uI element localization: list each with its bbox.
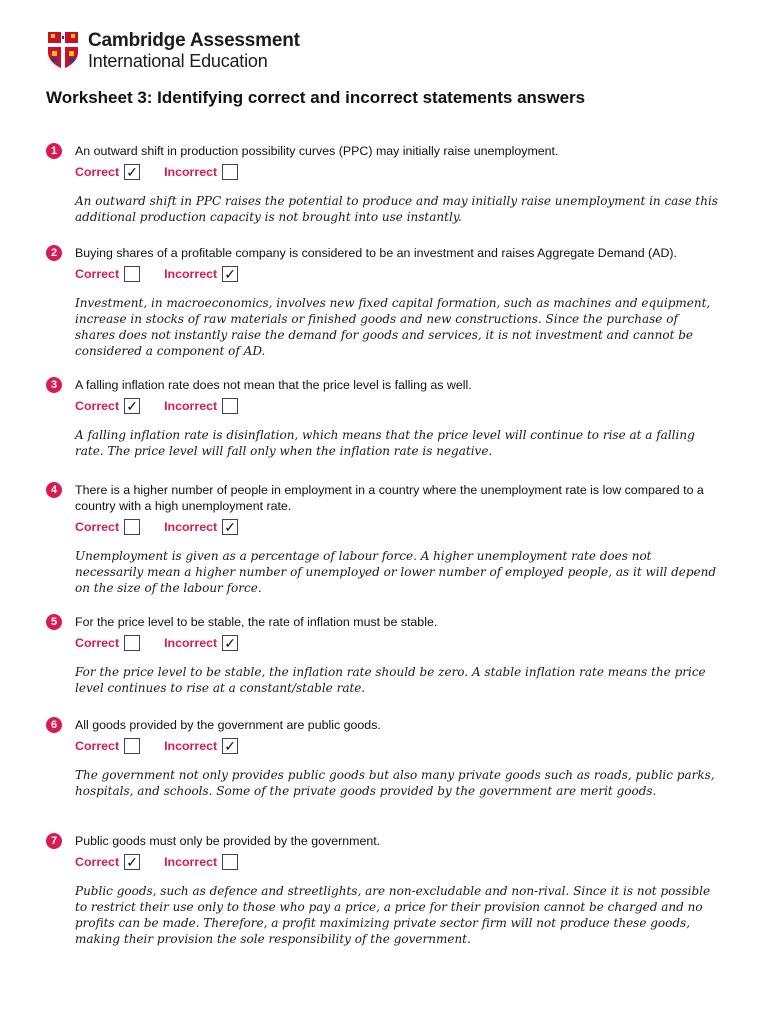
question-text: A falling inflation rate does not mean that the price level is falling as well. [75, 378, 472, 392]
correct-checkbox[interactable] [124, 519, 140, 535]
correct-label: Correct [75, 855, 120, 869]
question-item [46, 482, 726, 596]
correct-checkbox[interactable] [124, 738, 140, 754]
question-text: Buying shares of a profitable company is considered to be an investment and raises Aggregate Demand (AD). [75, 246, 677, 260]
page-title: Worksheet 3: Identifying correct and incorrect statements answers [46, 88, 586, 107]
question-item [46, 614, 726, 696]
org-name-line1: Cambridge Assessment [88, 29, 300, 51]
correct-checkbox[interactable]: ✓ [124, 164, 140, 180]
question-row [46, 143, 726, 159]
question-number-badge: 2 [46, 245, 62, 261]
incorrect-checkbox[interactable] [222, 164, 238, 180]
answer-explanation: For the price level to be stable, the inflation rate should be zero. A stable inflation rate means the price level continues to rise at a constant/stable rate. [75, 665, 706, 695]
incorrect-label: Incorrect [164, 165, 218, 179]
header [46, 30, 300, 70]
answer-explanation: An outward shift in PPC raises the potential to produce and may initially raise unemployment in case this additional production capacity is not brought into use instantly. [75, 194, 718, 224]
answer-options [75, 397, 726, 415]
incorrect-checkbox[interactable]: ✓ [222, 738, 238, 754]
correct-label: Correct [75, 520, 120, 534]
incorrect-checkbox[interactable] [222, 854, 238, 870]
answer-options [75, 737, 726, 755]
incorrect-checkbox[interactable]: ✓ [222, 266, 238, 282]
incorrect-label: Incorrect [164, 855, 218, 869]
incorrect-checkbox[interactable]: ✓ [222, 519, 238, 535]
answer-explanation: Unemployment is given as a percentage of labour force. A higher unemployment rate does not necessarily mean a higher number of unemployed or lower number of employed people, as it will depend on the size of the labour force. [75, 549, 717, 595]
org-name-line2: International Education [88, 50, 268, 71]
question-row [46, 482, 726, 514]
question-number-badge: 1 [46, 143, 62, 159]
incorrect-checkbox[interactable]: ✓ [222, 635, 238, 651]
question-item [46, 143, 726, 225]
answer-options [75, 163, 726, 181]
question-number-badge: 3 [46, 377, 62, 393]
incorrect-label: Incorrect [164, 267, 218, 281]
correct-label: Correct [75, 739, 120, 753]
question-row [46, 245, 726, 261]
question-item [46, 833, 726, 947]
crest-shield-icon [46, 30, 80, 70]
answer-options [75, 634, 726, 652]
correct-checkbox[interactable] [124, 266, 140, 282]
question-text: An outward shift in production possibility curves (PPC) may initially raise unemployment. [75, 144, 559, 158]
question-item [46, 245, 726, 359]
answer-explanation: Investment, in macroeconomics, involves new fixed capital formation, such as machines and equipment, increase in stocks of raw materials or finished goods and new constructions. Since the purchase of shares does not instantly raise the demand for goods and services, it is not investment and cannot be considered a component of AD. [75, 296, 711, 358]
correct-label: Correct [75, 399, 120, 413]
answer-options [75, 265, 726, 283]
question-number-badge: 4 [46, 482, 62, 498]
question-row [46, 833, 726, 849]
question-text: Public goods must only be provided by the government. [75, 834, 381, 848]
incorrect-label: Incorrect [164, 399, 218, 413]
correct-checkbox[interactable] [124, 635, 140, 651]
correct-label: Correct [75, 267, 120, 281]
incorrect-label: Incorrect [164, 636, 218, 650]
answer-options [75, 853, 726, 871]
correct-checkbox[interactable]: ✓ [124, 854, 140, 870]
question-row [46, 377, 726, 393]
answer-explanation: Public goods, such as defence and streetlights, are non-excludable and non-rival. Since it is not possible to restrict their use only to those who pay a price, a price for their provision cannot be charged and no profits can be made. Therefore, a profit maximizing private sector firm will not produce these goods, making their provision the sole responsibility of the government. [75, 884, 711, 946]
question-number-badge: 7 [46, 833, 62, 849]
question-item [46, 377, 726, 459]
correct-label: Correct [75, 636, 120, 650]
question-number-badge: 5 [46, 614, 62, 630]
question-row [46, 717, 726, 733]
answer-explanation: The government not only provides public goods but also many private goods such as roads, public parks, hospitals, and schools. Some of the private goods provided by the government are merit goods. [75, 768, 715, 798]
incorrect-label: Incorrect [164, 520, 218, 534]
question-row [46, 614, 726, 630]
question-number-badge: 6 [46, 717, 62, 733]
correct-label: Correct [75, 165, 120, 179]
incorrect-label: Incorrect [164, 739, 218, 753]
answer-explanation: A falling inflation rate is disinflation, which means that the price level will continue to rise at a falling rate. The price level will fall only when the inflation rate is negative. [75, 428, 695, 458]
question-text: For the price level to be stable, the rate of inflation must be stable. [75, 615, 438, 629]
correct-checkbox[interactable]: ✓ [124, 398, 140, 414]
incorrect-checkbox[interactable] [222, 398, 238, 414]
answer-options [75, 518, 726, 536]
question-text: There is a higher number of people in employment in a country where the unemployment rate is low compared to a country with a high unemployment rate. [75, 483, 704, 513]
question-text: All goods provided by the government are public goods. [75, 718, 381, 732]
question-item [46, 717, 726, 799]
